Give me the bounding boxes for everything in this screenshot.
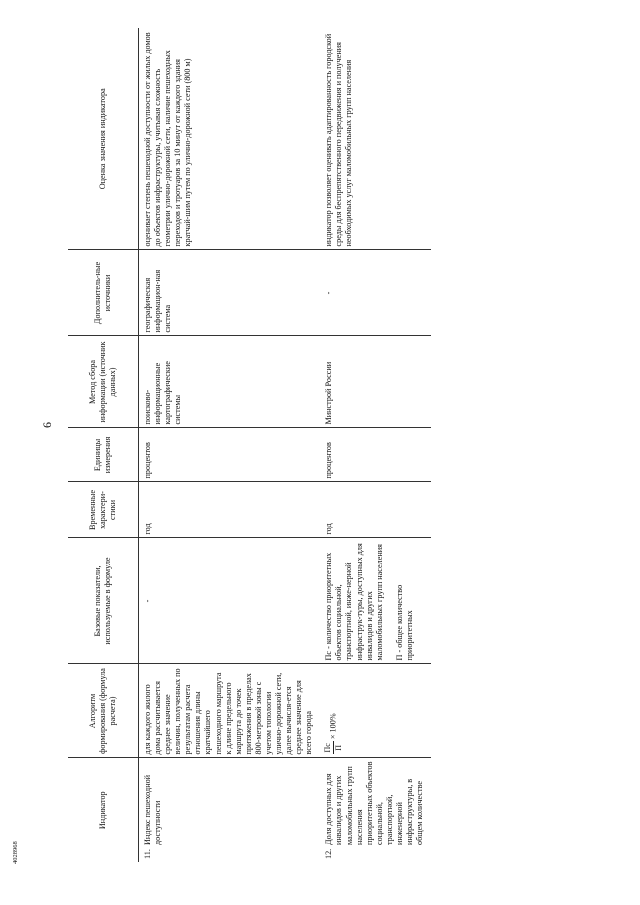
header-units: Единицы измерения (68, 428, 139, 482)
indicator-name: Индекс пешеходной доступности (143, 774, 163, 845)
cell-time-characteristics: год (320, 482, 431, 538)
indicators-table (68, 28, 431, 862)
row-number: 11. (143, 849, 152, 859)
rotated-table-container (68, 12, 588, 876)
cell-time-characteristics: год (139, 482, 321, 538)
header-time-characteristics: Временные характери-стики (68, 482, 139, 538)
cell-base-indicators (320, 538, 431, 664)
document-id: 4028968 (12, 841, 19, 864)
page-number: 6 (40, 422, 54, 428)
header-algorithm: Алгоритм формирования (формула расчета) (68, 664, 139, 758)
base-indicator-denominator: П - общее количество приоритетных (394, 584, 414, 661)
cell-collection-method: Минстрой России (320, 336, 431, 428)
cell-value-assessment: индикатор позволяет оценивать адаптированность городской среды для беспрепятственного передвижения и получения необходимых услуг маломобильных групп населения (320, 28, 431, 250)
formula-denominator: П (334, 744, 344, 751)
cell-units: процентов (320, 428, 431, 482)
cell-indicator (320, 758, 431, 862)
header-additional-sources: Дополнитель-ные источники (68, 250, 139, 336)
row-number: 12. (324, 848, 334, 859)
cell-units: процентов (139, 428, 321, 482)
table-header-row (68, 28, 139, 862)
header-base-indicators: Базовые показатели, используемые в формуле (68, 538, 139, 664)
header-indicator: Индикатор (68, 758, 139, 862)
cell-value-assessment: оценивает степень пешеходной доступности от жилых домов до объектов инфраструктуры, учитывая сложность геометрии улично-дорожной сети, наличие пешеходных переходов и тротуаров за 10 минут от каждого здания кратчай-шим путем по улично-дорожной сети (800 м) (139, 28, 321, 250)
cell-collection-method: поисково-информационные картографические системы (139, 336, 321, 428)
cell-algorithm: для каждого жилого дома рассчитывается среднее значение величин, полученных по результатам расчета отношения длины кратчайшего пешеходного маршрута к длине предельного маршрута до точек притяжения в пределах 800-метровой зоны с учетом топологии улично-дорожной сети, далее вычисля-ется среднее значение для всего города (139, 664, 321, 758)
header-collection-method: Метод сбора информации (источник данных) (68, 336, 139, 428)
formula-numerator: Пс (323, 743, 333, 753)
cell-indicator (139, 758, 321, 862)
indicator-name: Доля доступных для инвалидов и других маломобильных групп населения приоритетных объектов социальной, транспортной, инженерной инфраструктуры, в общем количестве (324, 761, 425, 845)
cell-algorithm (320, 664, 431, 758)
spacer (385, 542, 395, 661)
formula-fraction (324, 741, 343, 754)
header-value-assessment: Оценка значения индикатора (68, 28, 139, 250)
base-indicator-numerator: Пс - количество приоритетных объектов социальной, транспортной, инже-нерной инфраструк-туры, доступных для инвалидов и других маломобильных групп населения (324, 543, 384, 661)
table-row (139, 28, 321, 862)
formula-multiplier: × 100% (328, 713, 338, 740)
table-row (320, 28, 431, 862)
cell-additional-sources: - (320, 250, 431, 336)
cell-additional-sources: географическая информацион-ная система (139, 250, 321, 336)
cell-base-indicators: - (139, 538, 321, 664)
